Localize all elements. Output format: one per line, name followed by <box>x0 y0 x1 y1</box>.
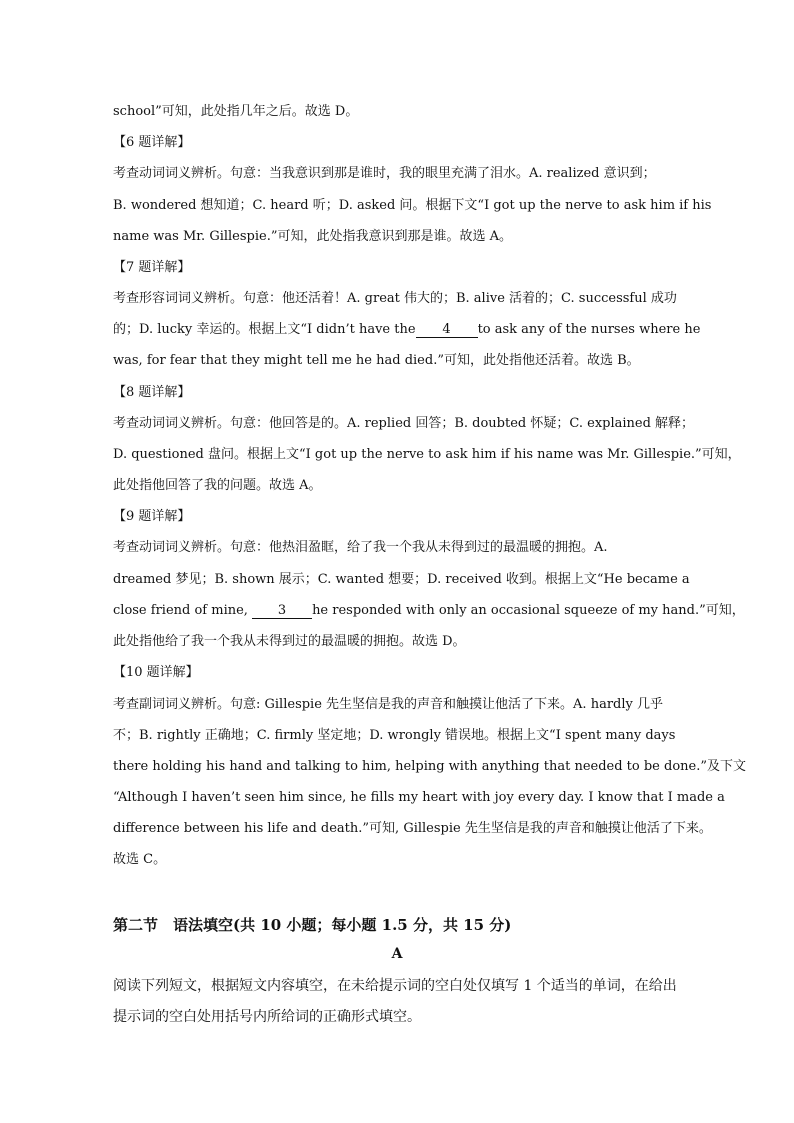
answer-blank: 4 <box>416 323 478 338</box>
text-line: 考查形容词词义辨析。句意：他还活着！A. great 伟大的；B. alive 活着的；C. successful 成功 <box>113 291 677 306</box>
q7-heading: 【7 题详解】 <box>113 260 191 275</box>
section-title: 第二节 语法填空(共 10 小题；每小题 1.5 分，共 15 分) <box>113 916 512 934</box>
instruction-line: 提示词的空白处用括号内所给词的正确形式填空。 <box>113 1009 421 1025</box>
text-line: 考查动词词义辨析。句意：他回答是的。A. replied 回答；B. doubted 怀疑；C. explained 解释； <box>113 416 695 431</box>
text-line: 此处指他回答了我的问题。故选 A。 <box>113 478 322 493</box>
text-line: name was Mr. Gillespie.”可知，此处指我意识到那是谁。故选 A。 <box>113 229 513 244</box>
text-line: 此处指他给了我一个我从未得到过的最温暖的拥抱。故选 D。 <box>113 634 466 649</box>
part-label: A <box>391 946 403 962</box>
q10-heading: 【10 题详解】 <box>113 665 199 680</box>
text-line: 考查副词词义辨析。句意: Gillespie 先生坚信是我的声音和触摸让他活了下来。A. hardly 几乎 <box>113 697 663 712</box>
text-line: 考查动词词义辨析。句意：他热泪盈眶，给了我一个我从未得到过的最温暖的拥抱。A. <box>113 540 608 555</box>
text-line <box>113 322 701 338</box>
q8-heading: 【8 题详解】 <box>113 385 191 400</box>
answer-blank: 3 <box>252 604 312 619</box>
text-line: there holding his hand and talking to him, helping with anything that needed to be done.”及下文 <box>113 759 747 774</box>
text-line: school”可知，此处指几年之后。故选 D。 <box>113 104 359 119</box>
text-line: 不；B. rightly 正确地；C. firmly 坚定地；D. wrongly 错误地。根据上文“I spent many days <box>113 728 676 743</box>
text-line: 考查动词词义辨析。句意：当我意识到那是谁时，我的眼里充满了泪水。A. realized 意识到； <box>113 166 656 181</box>
text-segment: to ask any of the nurses where he <box>477 322 701 337</box>
text-line: was, for fear that they might tell me he had died.”可知，此处指他还活着。故选 B。 <box>113 353 640 368</box>
text-line: 故选 C。 <box>113 852 167 867</box>
text-line: D. questioned 盘问。根据上文“I got up the nerve to ask him if his name was Mr. Gillespie.”可知， <box>113 447 741 462</box>
text-line: dreamed 梦见；B. shown 展示；C. wanted 想要；D. received 收到。根据上文“He became a <box>113 572 690 587</box>
text-segment: he responded with only an occasional squeeze of my hand.”可知， <box>312 603 745 618</box>
text-line <box>113 603 745 619</box>
text-segment: close friend of mine, <box>113 603 248 618</box>
text-line: “Although I haven’t seen him since, he fills my heart with joy every day. I know that I made a <box>113 790 725 805</box>
text-segment: 的；D. lucky 幸运的。根据上文“I didn’t have the <box>113 322 416 337</box>
q6-heading: 【6 题详解】 <box>113 135 191 150</box>
q9-heading: 【9 题详解】 <box>113 509 191 524</box>
text-line: difference between his life and death.”可知, Gillespie 先生坚信是我的声音和触摸让他活了下来。 <box>113 821 712 836</box>
text-line: B. wondered 想知道；C. heard 听；D. asked 问。根据下文“I got up the nerve to ask him if his <box>113 198 712 213</box>
instruction-line: 阅读下列短文，根据短文内容填空，在未给提示词的空白处仅填写 1 个适当的单词，在给出 <box>113 978 677 994</box>
